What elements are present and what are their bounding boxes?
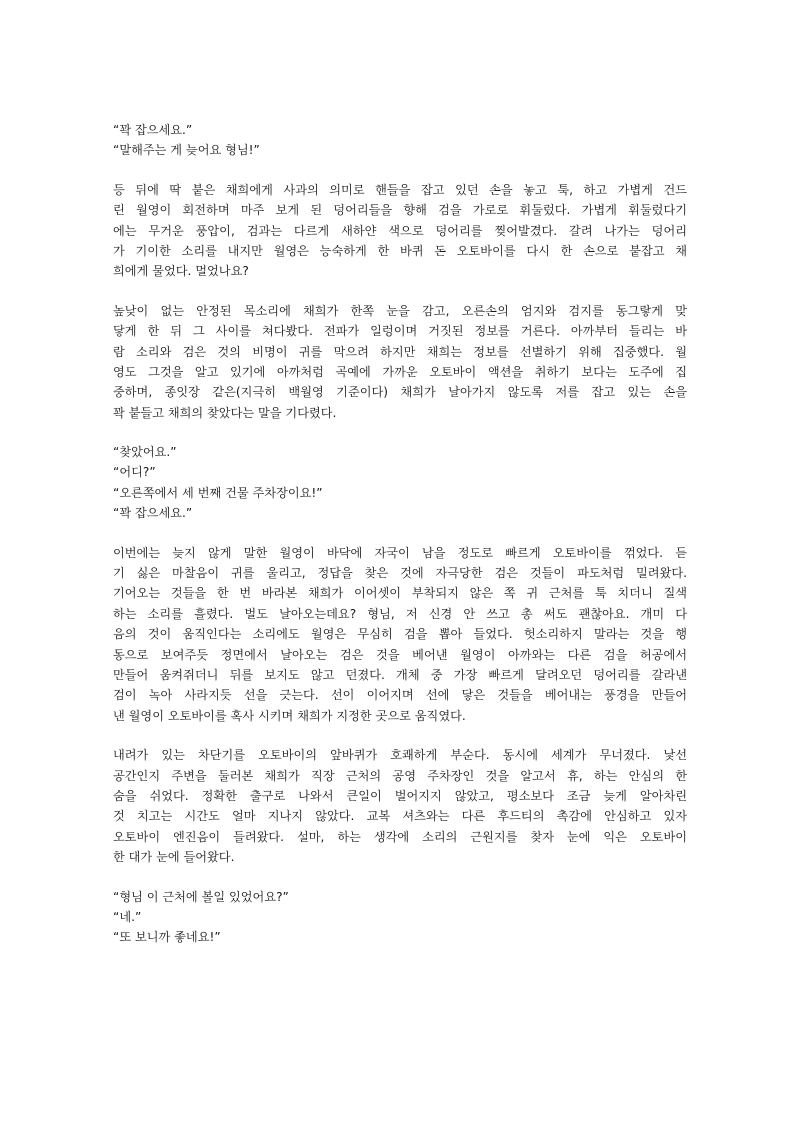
paragraph-3 xyxy=(113,543,687,727)
document-body xyxy=(113,120,687,948)
paragraph-line: 닿게 한 뒤 그 사이를 쳐다봤다. 전파가 일렁이며 거짓된 정보를 거른다. 아까부터 들리는 바 xyxy=(113,324,687,339)
paragraph-line: 내려가 있는 차단기를 오토바이의 앞바퀴가 호쾌하게 부순다. 동시에 세계가 무너졌다. 낯선 xyxy=(113,748,687,763)
paragraph-line: 한 대가 눈에 들어왔다. xyxy=(113,850,235,865)
paragraph-line: 영도 그것을 알고 있기에 아까처럼 곡예에 가까운 오토바이 액션을 취하기 보다는 도주에 집 xyxy=(113,364,687,379)
dialogue-line: “네.” xyxy=(113,909,142,924)
paragraph-2 xyxy=(113,301,687,423)
paragraph-line: 린 월영이 회전하며 마주 보게 된 덩어리들을 향해 검을 가로로 휘둘렀다. 가볍게 휘둘렀다기 xyxy=(113,203,687,218)
dialogue-block-1 xyxy=(113,120,687,161)
paragraph-line: 숨을 쉬었다. 정확한 출구로 나와서 큰일이 벌어지지 않았고, 평소보다 조금 늦게 알아차린 xyxy=(113,788,687,803)
paragraph-line: 오토바이 엔진음이 들려왔다. 설마, 하는 생각에 소리의 근원지를 찾자 눈에 익은 오토바이 xyxy=(113,829,687,844)
dialogue-line: “말해주는 게 늦어요 형님!” xyxy=(113,143,260,158)
dialogue-line: “형님 이 근처에 볼일 있었어요?” xyxy=(113,889,289,904)
paragraph-line: 하는 소리를 흘렸다. 벌도 날아오는데요? 형님, 저 신경 안 쓰고 총 써도 괜찮아요. 개미 다 xyxy=(113,606,687,621)
paragraph-line: 등 뒤에 딱 붙은 채희에게 사과의 의미로 핸들을 잡고 있던 손을 놓고 툭, 하고 가볍게 건드 xyxy=(113,182,687,197)
dialogue-line: “꽉 잡으세요.” xyxy=(113,506,193,521)
paragraph-line: 에는 무거운 풍압이, 검과는 다르게 새하얀 색으로 덩어리를 찢어발겼다. 갈려 나가는 덩어리 xyxy=(113,223,687,238)
paragraph-line: 람 소리와 검은 것의 비명이 귀를 막으려 하지만 채희는 정보를 선별하기 위해 집중했다. 월 xyxy=(113,344,687,359)
dialogue-line: “꽉 잡으세요.” xyxy=(113,123,193,137)
paragraph-line: 음의 것이 움직인다는 소리에도 월영은 무심히 검을 뽑아 들었다. 헛소리하지 말라는 것을 행 xyxy=(113,627,687,642)
paragraph-1 xyxy=(113,180,687,282)
paragraph-line: 높낮이 없는 안정된 목소리에 채희가 한쪽 눈을 감고, 오른손의 엄지와 검지를 동그랗게 맞 xyxy=(113,303,687,318)
dialogue-line: “어디?” xyxy=(113,465,156,480)
dialogue-line: “찾았어요.” xyxy=(113,445,177,460)
dialogue-block-3 xyxy=(113,887,687,948)
paragraph-line: 이번에는 늦지 않게 말한 월영이 바닥에 자국이 남을 정도로 빠르게 오토바이를 꺾었다. 듣 xyxy=(113,545,687,560)
paragraph-line: 낸 월영이 오토바이를 혹사 시키며 채희가 지정한 곳으로 움직였다. xyxy=(113,708,466,723)
paragraph-line: 희에게 물었다. 멀었나요? xyxy=(113,264,249,279)
paragraph-line: 검이 녹아 사라지듯 선을 긋는다. 선이 이어지며 선에 닿은 것들을 베어내는 풍경을 만들어 xyxy=(113,688,687,703)
paragraph-4 xyxy=(113,745,687,867)
dialogue-block-2 xyxy=(113,442,687,524)
paragraph-line: 기어오는 것들을 한 번 바라본 채희가 이어셋이 부착되지 않은 쪽 귀 근처를 툭 치더니 질색 xyxy=(113,586,687,601)
paragraph-line: 기 싫은 마찰음이 귀를 울리고, 정답을 찾은 것에 자극당한 검은 것들이 파도처럼 밀려왔다. xyxy=(113,566,687,581)
paragraph-line: 것 치고는 시간도 얼마 지나지 않았다. 교복 셔츠와는 다른 후드티의 촉감에 안심하고 있자 xyxy=(113,809,687,824)
paragraph-line: 중하며, 종잇장 같은(지극히 백월영 기준이다) 채희가 날아가지 않도록 저를 잡고 있는 손을 xyxy=(113,385,687,400)
dialogue-line: “또 보니까 좋네요!” xyxy=(113,930,221,945)
paragraph-line: 동으로 보여주듯 정면에서 날아오는 검은 것을 베어낸 월영이 아까와는 다른 검을 허공에서 xyxy=(113,647,687,662)
paragraph-line: 공간인지 주변을 둘러본 채희가 직장 근처의 공영 주차장인 것을 알고서 휴, 하는 안심의 한 xyxy=(113,768,687,783)
paragraph-line: 가 기이한 소리를 내지만 월영은 능숙하게 한 바퀴 돈 오토바이를 다시 한 손으로 붙잡고 채 xyxy=(113,243,687,258)
paragraph-line: 만들어 움켜쥐더니 뒤를 보지도 않고 던졌다. 개체 중 가장 빠르게 달려오던 덩어리를 갈라낸 xyxy=(113,667,687,682)
paragraph-line: 꽉 붙들고 채희의 찾았다는 말을 기다렸다. xyxy=(113,405,337,420)
dialogue-line: “오른쪽에서 세 번째 건물 주차장이요!” xyxy=(113,485,323,500)
